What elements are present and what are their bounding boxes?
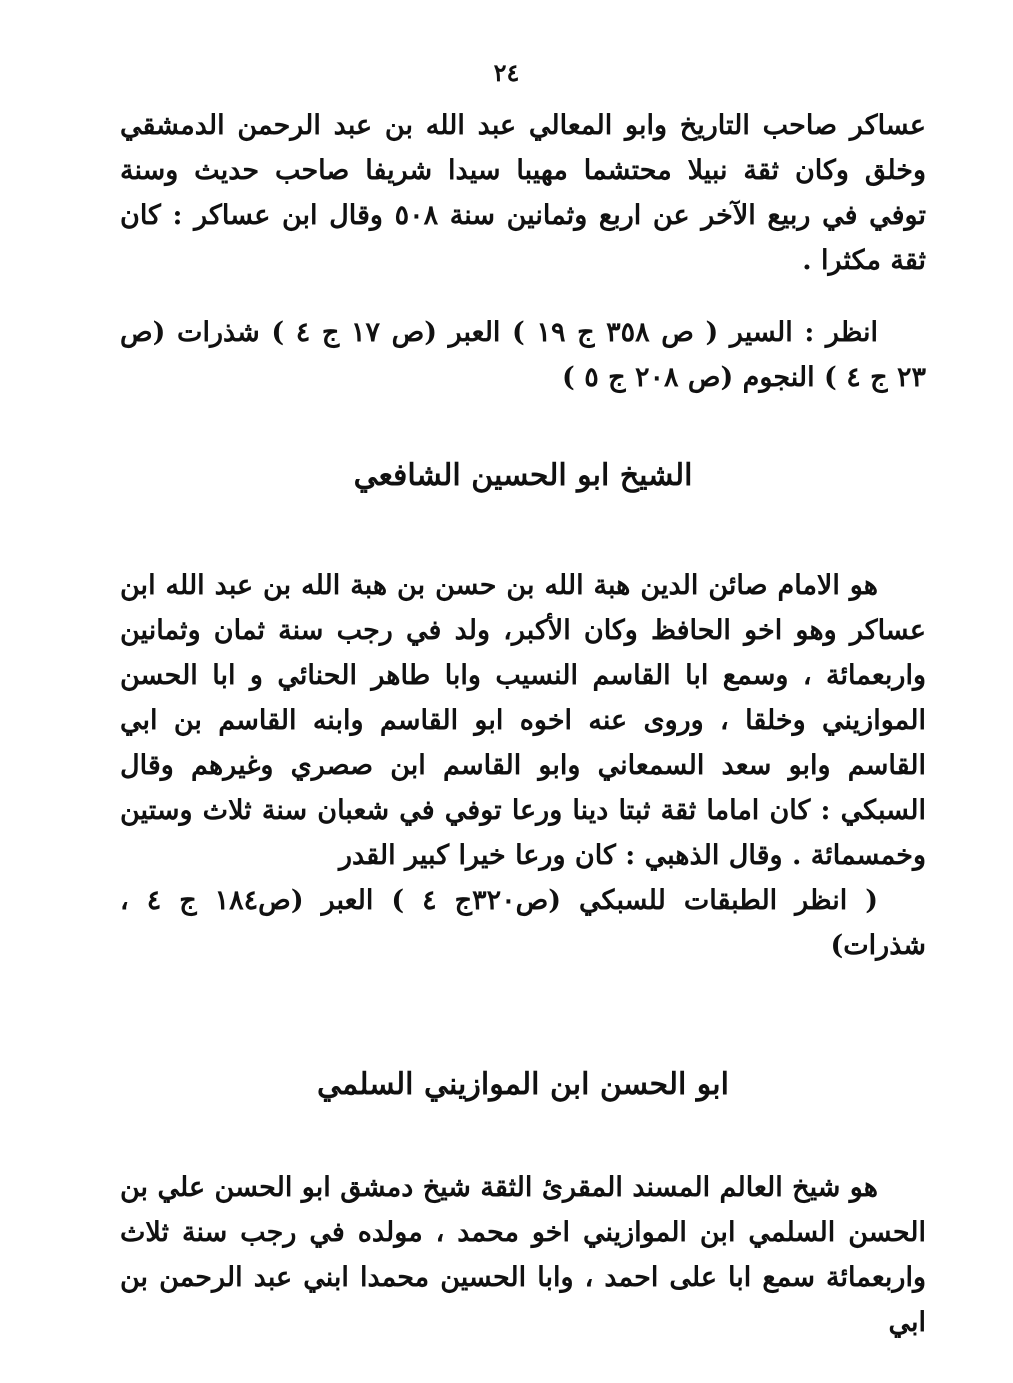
- intro-paragraph: [120, 103, 926, 283]
- entry-1-content: [120, 563, 926, 968]
- entry-2-body: هو شيخ العالم المسند المقرئ الثقة شيخ دمشق ابو الحسن علي بن الحسن السلمي ابن الموازيني اخو محمد ، مولده في رجب سنة ثلاث واربعمائة سمع ابا على احمد ، وابا الحسين محمدا ابني عبد الرحمن بن ابي: [120, 1172, 926, 1338]
- intro-references-text: انظر : السير ( ص ٣٥٨ ج ١٩ ) العبر (ص ١٧ ج ٤ ) شذرات (ص ٢٣ ج ٤ ) النجوم (ص ٢٠٨ ج ٥ ): [120, 317, 926, 393]
- intro-paragraph-text: عساكر صاحب التاريخ وابو المعالي عبد الله بن عبد الرحمن الدمشقي وخلق وكان ثقة نبيلا محتشما مهيبا سيدا شريفا صاحب حديث وسنة توفي في ربيع الآخر عن اربع وثمانين سنة ٥٠٨ وقال ابن عساكر : كان ثقة مكثرا .: [120, 110, 926, 276]
- entry-1-body: هو الامام صائن الدين هبة الله بن حسن بن هبة الله بن عبد الله ابن عساكر وهو اخو الحافظ وكان الأكبر، ولد في رجب سنة ثمان وثمانين واربعمائة ، وسمع ابا القاسم النسيب وابا طاهر الحنائي و ابا الحسن الموازيني وخلقا ، وروى عنه اخوه ابو القاسم وابنه القاسم بن ابي القاسم وابو سعد السمعاني وابو القاسم ابن صصري وغيرهم وقال السبكي : كان اماما ثقة ثبتا دينا ورعا توفي في شعبان سنة ثلاث وستين وخمسمائة . وقال الذهبي : كان ورعا خيرا كبير القدر: [120, 570, 926, 871]
- page-number: ٢٤: [493, 58, 520, 87]
- entry-1-references: ( انظر الطبقات للسبكي (ص٣٢٠ج ٤ ) العبر (ص١٨٤ ج ٤ ، شذرات): [120, 885, 926, 961]
- entry-2-content: [120, 1165, 926, 1345]
- intro-references: [120, 310, 926, 400]
- entry-1-heading: الشيخ ابو الحسين الشافعي: [353, 458, 693, 493]
- entry-2-heading: ابو الحسن ابن الموازيني السلمي: [317, 1067, 729, 1102]
